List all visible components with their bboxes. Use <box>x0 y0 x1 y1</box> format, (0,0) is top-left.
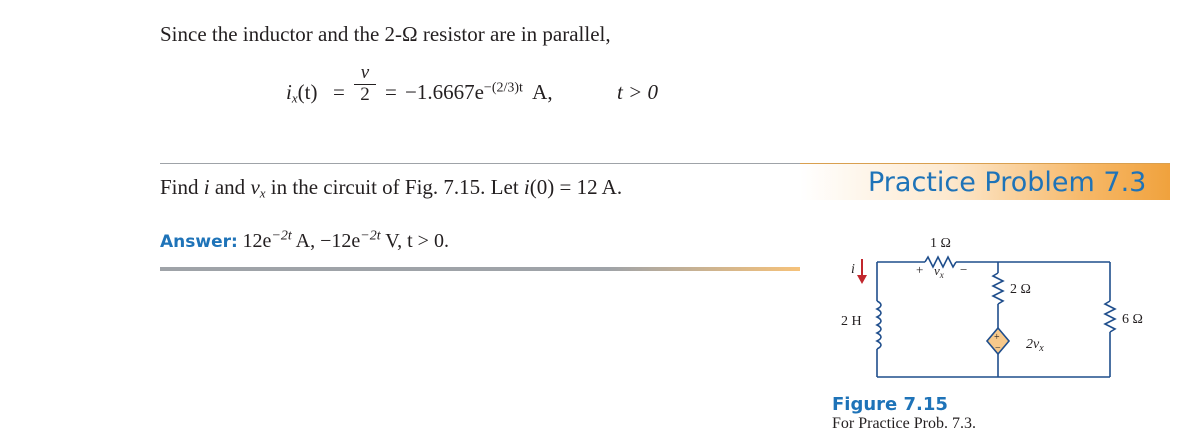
figure-label: Figure 7.15 <box>832 394 948 415</box>
resistor-2-label: 2 Ω <box>1010 282 1031 297</box>
vx-label: $v_x$ <box>934 263 944 280</box>
problem-statement: Find i and $v_x$ in the circuit of Fig. 7.15. Let i(0) = 12 A. <box>160 175 623 201</box>
current-arrow-head <box>857 275 867 284</box>
practice-bottom-rule <box>160 267 800 271</box>
value-text: −1.6667e <box>405 80 484 104</box>
resistor-2-zigzag <box>993 273 1003 304</box>
answer-line <box>160 230 449 253</box>
current-label: i <box>851 262 855 277</box>
eq-sign-2: = <box>385 80 397 104</box>
equation-condition: t > 0 <box>617 80 659 104</box>
equation-value <box>405 80 553 105</box>
answer-text: $12e^{-2t}$ A, $-12e^{-2t}$ V, t > 0. <box>242 228 449 252</box>
answer-label: Answer: <box>160 232 238 252</box>
resistor-3-zigzag <box>1105 301 1115 332</box>
practice-title: Practice Problem 7.3 <box>868 167 1147 198</box>
vx-plus: + <box>916 262 924 277</box>
source-label: $2v_x$ <box>1026 337 1044 354</box>
source-minus: − <box>995 343 1001 354</box>
practice-title-bar <box>800 163 1170 200</box>
lhs-arg: (t) <box>297 80 318 104</box>
lhs-sub: x <box>291 90 298 106</box>
practice-top-rule <box>160 163 800 164</box>
value-exponent: −(2/3)t <box>483 80 523 96</box>
fraction-denominator: 2 <box>360 84 370 105</box>
intro-text: Since the inductor and the 2-Ω resistor are in parallel, <box>160 22 611 46</box>
fraction <box>354 62 376 105</box>
lhs-var: i <box>286 80 292 104</box>
figure-caption: For Practice Prob. 7.3. <box>832 415 976 432</box>
resistor-1-zigzag <box>925 257 956 267</box>
value-unit: A, <box>532 80 553 104</box>
eq-sign-1: = <box>333 80 345 104</box>
vx-minus: − <box>960 262 968 277</box>
circuit-diagram <box>830 215 1170 385</box>
inductor-label: 2 H <box>841 314 862 329</box>
source-plus: + <box>994 332 1000 343</box>
equation-lhs <box>286 80 317 105</box>
fraction-numerator: v <box>360 62 370 83</box>
resistor-3-label: 6 Ω <box>1122 312 1143 327</box>
inductor-coil <box>877 301 881 349</box>
resistor-1-label: 1 Ω <box>930 236 951 251</box>
